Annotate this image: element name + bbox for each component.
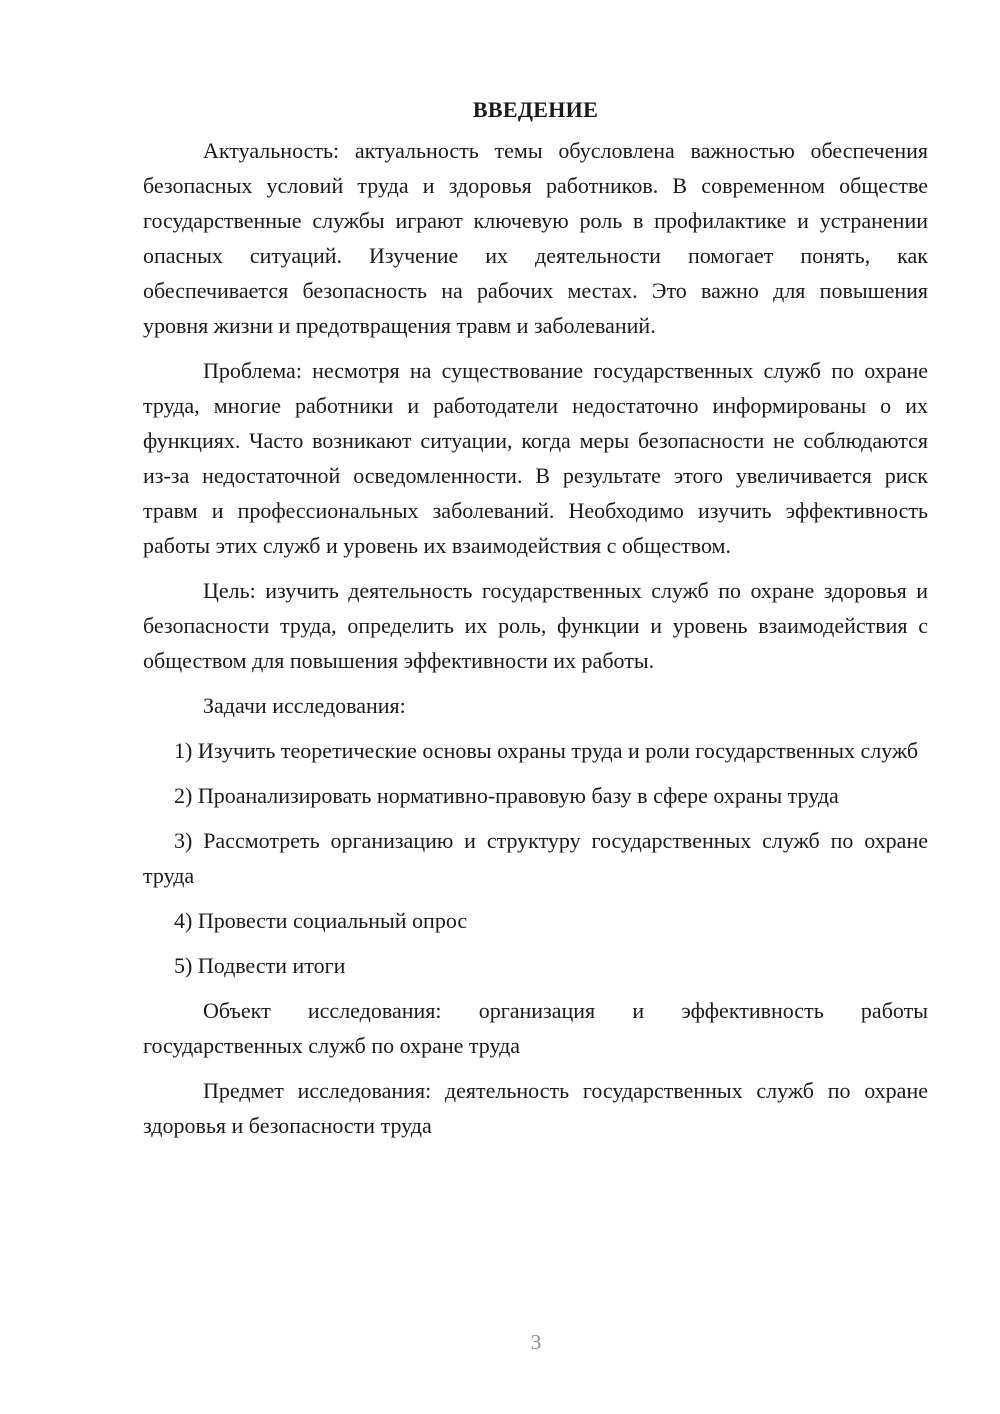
paragraph-relevance: Актуальность: актуальность темы обусловлена важностью обеспечения безопасных условий труда и здоровья работников. В современном обществе государственные службы играют ключевую роль в профилактике и устранении опасных ситуаций. Изучение их деятельности помогает понять, как обеспечивается безопасность на рабочих местах. Это важно для повышения уровня жизни и предотвращения травм и заболеваний. (143, 138, 928, 338)
page-number: 3 (530, 1330, 542, 1354)
task-item-3: 3) Рассмотреть организацию и структуру государственных служб по охране труда (143, 828, 928, 888)
task-item-2: 2) Проанализировать нормативно-правовую базу в сфере охраны труда (174, 783, 839, 808)
task-item-4: 4) Провести социальный опрос (174, 908, 468, 933)
tasks-label: Задачи исследования: (203, 693, 406, 718)
paragraph-object: Объект исследования: организация и эффективность работы государственных служб по охране труда (143, 998, 928, 1058)
paragraph-problem: Проблема: несмотря на существование государственных служб по охране труда, многие работники и работодатели недостаточно информированы о их функциях. Часто возникают ситуации, когда меры безопасности не соблюдаются из-за недостаточной осведомленности. В результате этого увеличивается риск травм и профессиональных заболеваний. Необходимо изучить эффективность работы этих служб и уровень их взаимодействия с обществом. (143, 358, 928, 558)
paragraph-subject: Предмет исследования: деятельность государственных служб по охране здоровья и безопасности труда (143, 1078, 928, 1138)
task-item-5: 5) Подвести итоги (174, 953, 346, 978)
page-content (143, 92, 928, 1143)
paragraph-goal: Цель: изучить деятельность государственных служб по охране здоровья и безопасности труда, определить их роль, функции и уровень взаимодействия с обществом для повышения эффективности их работы. (143, 578, 928, 673)
task-item-1: 1) Изучить теоретические основы охраны труда и роли государственных служб (174, 738, 919, 763)
page-title: ВВЕДЕНИЕ (472, 97, 599, 122)
